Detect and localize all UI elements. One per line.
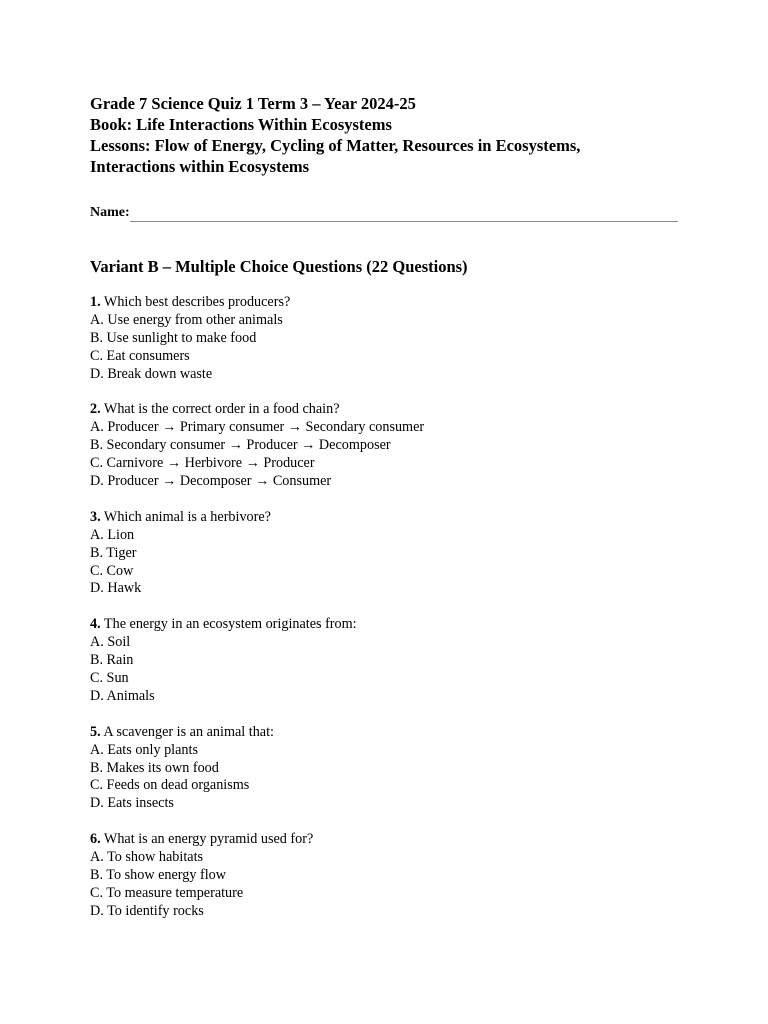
question-text: A scavenger is an animal that:: [100, 723, 274, 740]
option-d: D. To identify rocks: [90, 902, 204, 919]
option-c: C. Cow: [90, 562, 134, 579]
option-d: D. Hawk: [90, 580, 142, 597]
option-b: B. Secondary consumer → Producer → Decomposer: [90, 437, 391, 454]
option-d: D. Animals: [90, 687, 155, 704]
question-number: 2.: [90, 401, 101, 418]
document-page: [90, 93, 678, 939]
book-title: Book: Life Interactions Within Ecosystems: [90, 115, 392, 134]
option-d: D. Break down waste: [90, 365, 213, 382]
question-number: 3.: [90, 508, 101, 525]
option-a: A. Soil: [90, 634, 131, 651]
question-number: 4.: [90, 616, 101, 633]
question-4: [90, 616, 678, 706]
question-number: 1.: [90, 294, 101, 310]
name-field-row: [90, 204, 678, 222]
lessons-line-2: Interactions within Ecosystems: [90, 157, 310, 176]
question-text: Which animal is a herbivore?: [100, 508, 271, 525]
question-5: [90, 724, 678, 814]
question-text: Which best describes producers?: [100, 294, 291, 310]
question-1: [90, 294, 678, 384]
option-a: A. To show habitats: [90, 849, 204, 866]
quiz-title: Grade 7 Science Quiz 1 Term 3 – Year 2024-25: [90, 94, 416, 113]
option-a: A. Eats only plants: [90, 741, 198, 758]
name-label: Name:: [90, 205, 130, 220]
option-a: A. Lion: [90, 526, 135, 543]
option-d: D. Producer → Decomposer → Consumer: [90, 473, 332, 490]
option-c: C. Eat consumers: [90, 347, 190, 364]
option-b: B. To show energy flow: [90, 866, 227, 883]
question-3: [90, 509, 678, 599]
option-a: A. Use energy from other animals: [90, 311, 283, 328]
option-d: D. Eats insects: [90, 795, 174, 812]
question-text: The energy in an ecosystem originates from:: [100, 616, 357, 633]
question-list: [90, 294, 678, 921]
option-c: C. To measure temperature: [90, 884, 244, 901]
question-2: [90, 401, 678, 491]
question-number: 5.: [90, 723, 101, 740]
name-underline: [130, 205, 678, 222]
option-a: A. Producer → Primary consumer → Secondary consumer: [90, 419, 425, 436]
option-c: C. Carnivore → Herbivore → Producer: [90, 455, 315, 472]
option-b: B. Makes its own food: [90, 759, 219, 776]
option-b: B. Tiger: [90, 544, 137, 561]
option-c: C. Feeds on dead organisms: [90, 777, 250, 794]
option-c: C. Sun: [90, 669, 129, 686]
option-b: B. Rain: [90, 652, 134, 669]
option-b: B. Use sunlight to make food: [90, 329, 257, 346]
question-text: What is the correct order in a food chain?: [100, 401, 340, 418]
quiz-header: [90, 93, 678, 177]
lessons-line-1: Lessons: Flow of Energy, Cycling of Matter, Resources in Ecosystems,: [90, 136, 581, 155]
question-text: What is an energy pyramid used for?: [100, 831, 314, 848]
question-6: [90, 831, 678, 921]
variant-title: Variant B – Multiple Choice Questions (22 Questions): [90, 257, 468, 276]
question-number: 6.: [90, 831, 101, 848]
